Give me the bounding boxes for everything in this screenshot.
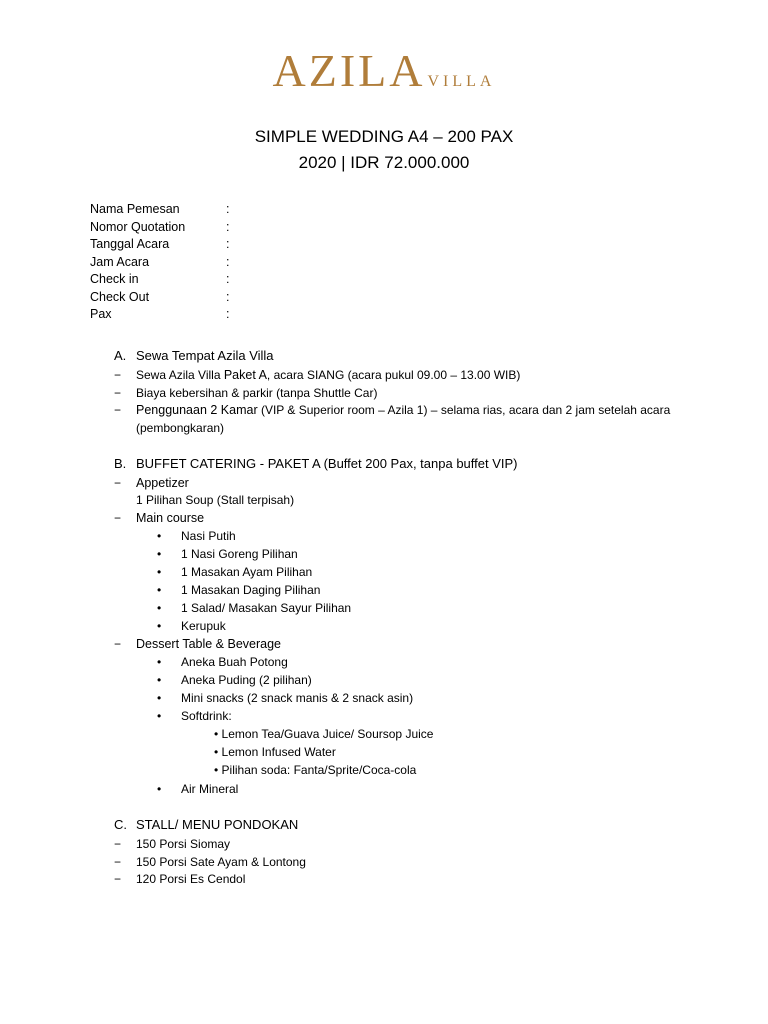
list-item [157, 689, 413, 707]
info-label: Pax [90, 307, 112, 321]
list-item [157, 671, 312, 689]
section-a-line-3 [136, 401, 670, 419]
text-emphasis: Penggunaan 2 Kamar [136, 403, 258, 417]
list-item-text: Softdrink: [181, 709, 232, 723]
info-row [90, 236, 390, 254]
bullet-marker: • [157, 583, 162, 597]
list-item-text: 1 Masakan Ayam Pilihan [181, 565, 313, 579]
dash-marker: − [114, 872, 122, 886]
info-row [90, 219, 390, 237]
stall-item: 120 Porsi Es Cendol [136, 872, 246, 886]
sub-list-item [214, 743, 336, 761]
list-item [157, 581, 320, 599]
section-a-line-2: Biaya kebersihan & parkir (tanpa Shuttle Car) [136, 386, 378, 400]
dash-marker: − [114, 403, 122, 417]
bullet-marker: • [214, 763, 219, 777]
list-item-text: 1 Masakan Daging Pilihan [181, 583, 321, 597]
info-label: Nomor Quotation [90, 219, 186, 234]
info-row [90, 201, 390, 219]
appetizer-item: 1 Pilihan Soup (Stall terpisah) [136, 493, 295, 507]
list-item [157, 545, 298, 563]
bullet-marker: • [157, 529, 162, 543]
list-item-text: Kerupuk [181, 619, 226, 633]
list-item-text: 1 Salad/ Masakan Sayur Pilihan [181, 601, 352, 615]
section-title: Sewa Tempat Azila Villa [136, 348, 274, 363]
azila-villa-logo [0, 44, 768, 97]
sub-list-item [214, 725, 433, 743]
info-label: Tanggal Acara [90, 237, 170, 251]
info-colon: : [226, 254, 230, 269]
info-row [90, 306, 390, 324]
text-emphasis: Paket A [223, 368, 267, 382]
section-letter: C. [114, 817, 127, 832]
list-item [157, 617, 226, 635]
section-title: STALL/ MENU PONDOKAN [136, 817, 299, 832]
list-item-text: Air Mineral [181, 782, 239, 796]
dash-marker: − [114, 511, 122, 525]
document-title: SIMPLE WEDDING A4 – 200 PAX [254, 127, 514, 146]
bullet-marker: • [214, 745, 219, 759]
bullet-marker: • [157, 565, 162, 579]
dash-marker: − [114, 368, 122, 382]
bullet-marker: • [157, 782, 162, 796]
info-row [90, 254, 390, 272]
bullet-marker: • [157, 601, 162, 615]
dessert-heading: Dessert Table & Beverage [136, 637, 281, 651]
dash-marker: − [114, 837, 122, 851]
section-title: BUFFET CATERING - PAKET A (Buffet 200 Pax, tanpa buffet VIP) [136, 456, 518, 471]
section-a-line-3-cont: (pembongkaran) [136, 421, 225, 435]
info-row [90, 289, 390, 307]
section-a-line-1 [136, 366, 520, 384]
text: , acara SIANG (acara pukul 09.00 – 13.00 WIB) [266, 368, 521, 382]
booking-info [90, 201, 390, 324]
list-item-text: Aneka Puding (2 pilihan) [181, 673, 312, 687]
dash-marker: − [114, 637, 122, 651]
section-b-heading [114, 456, 518, 471]
sub-list-item [214, 761, 416, 779]
main-course-heading: Main course [136, 511, 205, 525]
bullet-marker: • [157, 673, 162, 687]
info-label: Check in [90, 272, 139, 286]
dash-marker: − [114, 386, 122, 400]
dash-marker: − [114, 855, 122, 869]
text: Sewa Azila Villa [136, 368, 224, 382]
bullet-marker: • [157, 709, 162, 723]
info-label: Nama Pemesan [90, 202, 180, 216]
list-item-text: Nasi Putih [181, 529, 236, 543]
section-letter: B. [114, 456, 127, 471]
list-item [157, 780, 238, 798]
logo-sub-text: VILLA [427, 73, 496, 90]
list-item-text: Lemon Tea/Guava Juice/ Soursop Juice [221, 727, 434, 741]
bullet-marker: • [157, 691, 162, 705]
info-label: Check Out [90, 289, 150, 304]
info-row [90, 271, 390, 289]
stall-item: 150 Porsi Sate Ayam & Lontong [136, 855, 306, 869]
list-item-text: Lemon Infused Water [221, 745, 336, 759]
bullet-marker: • [214, 727, 219, 741]
appetizer-heading: Appetizer [136, 476, 189, 490]
list-item-text: 1 Nasi Goreng Pilihan [181, 547, 298, 561]
bullet-marker: • [157, 655, 162, 669]
list-item-text: Pilihan soda: Fanta/Sprite/Coca-cola [221, 763, 417, 777]
info-colon: : [226, 237, 230, 251]
info-colon: : [226, 307, 230, 321]
section-a-heading [114, 348, 274, 363]
info-colon: : [226, 219, 230, 234]
dash-marker: − [114, 476, 122, 490]
bullet-marker: • [157, 619, 162, 633]
info-label: Jam Acara [90, 254, 150, 269]
list-item [157, 527, 236, 545]
logo-main-text: AZILA [272, 45, 426, 96]
list-item-text: Aneka Buah Potong [181, 655, 288, 669]
bullet-marker: • [157, 547, 162, 561]
list-item [157, 599, 351, 617]
info-colon: : [226, 289, 230, 304]
list-item [157, 653, 288, 671]
info-colon: : [226, 202, 230, 216]
list-item [157, 563, 312, 581]
section-c-heading [114, 817, 298, 832]
text: (VIP & Superior room – Azila 1) – selama rias, acara dan 2 jam setelah acara [257, 403, 671, 417]
list-item-text: Mini snacks (2 snack manis & 2 snack asin) [181, 691, 414, 705]
list-item [157, 707, 232, 725]
stall-item: 150 Porsi Siomay [136, 837, 231, 851]
info-colon: : [226, 272, 230, 286]
document-price-line: 2020 | IDR 72.000.000 [298, 153, 470, 172]
section-letter: A. [114, 348, 127, 363]
